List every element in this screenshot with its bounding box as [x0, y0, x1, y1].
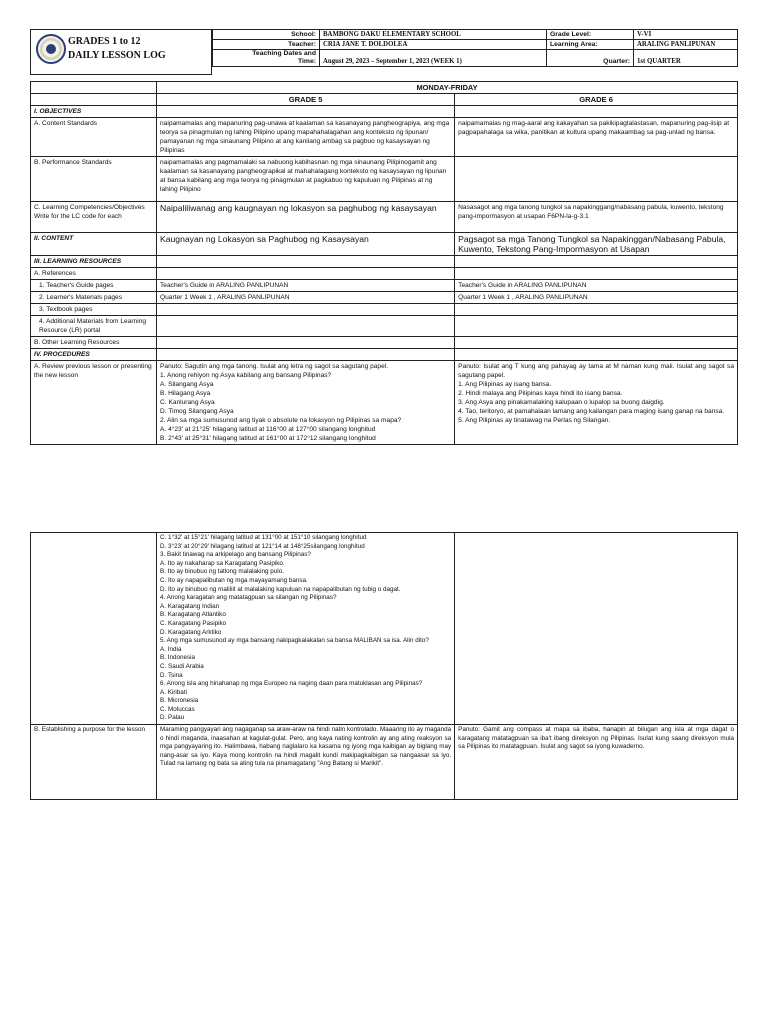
empty-cell: [157, 316, 455, 337]
review-g5-line: D. 3°23' at 20°29' hilagang latitud at 121°14 at 148°25silangang longhitud: [160, 542, 365, 550]
review-g5-line: C. Moluccas: [160, 705, 195, 713]
performance-standards-g5: naipamamalas ang pagmamalaki sa nabuong kabihasnan ng mga sinaunang Pilipinogamit ang kaalaman sa kasanayang pangheograpikal at mahahalagang konteksto ng kasaysayan ng lipunan at bansa kabilang ang mga teorya ng pinagmulan at pagkabuo ng kapuluan ng Pilipinas at ng lahing Pilipino: [157, 157, 455, 202]
empty-cell: [157, 106, 455, 118]
empty-cell: [455, 256, 738, 268]
objectives-heading: I. OBJECTIVES: [31, 106, 157, 118]
review-g5-line: B. Indonesia: [160, 654, 196, 662]
tg-g6: Teacher's Guide in ARALING PANLIPUNAN: [455, 280, 738, 292]
review-g5-line: A. Silangang Asya: [160, 381, 214, 388]
lm-g5: Quarter 1 Week 1 , ARALING PANLIPUNAN: [157, 292, 455, 304]
review-g5-line: B. Hilagang Asya: [160, 390, 211, 397]
additional-materials-label: 4. Additional Materials from Learning Resource (LR) portal: [31, 316, 157, 337]
quarter-value: 1st QUARTER: [634, 50, 738, 67]
review-g5-line: B. 2°43' at 25°31' hilagang latitud at 161°00 at 172°12 silangang longhitud: [160, 435, 376, 442]
content-standards-g5: naipamamalas ang mapanuring pag-unawa at kaalaman sa kasanayang pangheograpiya, ang mga teorya sa pinagmulan ng lahing Pilipino upang mapahahalagahan ang konteksto ng lipunan/ pamayanan ng mga sinaunang Pilipino at ang kanilang ambag sa pagbuo ng kasaysayan ng Pilipinas: [157, 118, 455, 157]
review-g5-line: D. Palau: [160, 714, 185, 722]
teacher-value: CRIA JANE T. DOLDOLEA: [320, 40, 547, 50]
grade-level-label: Grade Level:: [547, 30, 634, 40]
review-g5-line: 3. Bakit tinawag na arkipelago ang bansang Pilipinas?: [160, 551, 311, 559]
textbook-label: 3. Textbook pages: [31, 304, 157, 316]
header-logo-box: [30, 29, 212, 75]
review-g5-line: C. Kanlurang Asya: [160, 399, 215, 406]
school-label: School:: [213, 30, 320, 40]
review-label: A. Review previous lesson or presenting the new lesson: [31, 361, 157, 445]
review-g5-line: D. Timog Silangang Asya: [160, 408, 234, 415]
content-standards-label: A. Content Standards: [31, 118, 157, 157]
empty-cell: [157, 304, 455, 316]
empty-cell: [455, 349, 738, 361]
procedures-heading: IV. PROCEDURES: [31, 349, 157, 361]
teacher-label: Teacher:: [213, 40, 320, 50]
other-resources-label: B. Other Learning Resources: [31, 337, 157, 349]
header-info-table: [212, 29, 738, 67]
review-g6-line: 3. Ang Asya ang pinakamalaking kalupaan o lupalop sa buong daigdig.: [458, 399, 665, 406]
competencies-g5: Naipaliliwanag ang kaugnayan ng lokasyon sa paghubog ng kasaysayan: [157, 202, 455, 233]
review-g5-line: C. Karagatang Pasipiko: [160, 619, 227, 627]
monday-friday-heading: MONDAY-FRIDAY: [157, 82, 738, 94]
review-g5-line: A. Karagatang Indian: [160, 602, 220, 610]
empty-cell: [455, 316, 738, 337]
content-g6: Pagsagot sa mga Tanong Tungkol sa Napakinggan/Nabasang Pabula, Kuwento, Tekstong Pang-Impormasyon at Usapan: [455, 233, 738, 256]
learning-area-value: ARALING PANLIPUNAN: [634, 40, 738, 50]
review-g6-line: Panuto: Isulat ang T kung ang pahayag ay tama at M naman kung mali. Isulat ang sagot sa sagutang papel.: [458, 363, 734, 379]
review-g5-line: 2. Alin sa mga sumusunod ang tiyak o absolute na lokasyon ng Pilipinas sa mapa?: [160, 417, 402, 424]
empty-cell: [157, 337, 455, 349]
review-g5-line: A. India: [160, 645, 182, 653]
review-g5-line: C. Saudi Arabia: [160, 662, 204, 670]
dates-label-line1: Teaching Dates and: [252, 50, 316, 57]
empty-cell: [455, 268, 738, 280]
review-g5-line: B. Ito ay binubuo ng tatlong malalaking pulo.: [160, 568, 284, 576]
review-g5-line: 1. Anong rehiyon ng Asya kabilang ang bansang Pilipinas?: [160, 372, 332, 379]
purpose-g5: Maraming pangyayari ang nagaganap sa araw-araw na hindi natin kontrolado. Maaaring ito ay maganda o hindi maganda, inaasahan at kagulat-gulat. Pero, ang kaya nating kontrolin ay ang ating reaksyon sa mga pangyayaring ito. Halimbawa, habang naglalaro ka kasama ng iyong mga kaibigan ay biglang may nang-asar sa iyo. Kaya mong kontrolin na hindi magalit kundi makipagkaibigan sa nangaasar sa iyo. Tulad na lamang ng bata sa ating tula na pinamagatang "Ang Batang si Marikit".: [157, 725, 455, 800]
tg-g5: Teacher's Guide in ARALING PANLIPUNAN: [157, 280, 455, 292]
review-g6-line: 5. Ang Pilipinas ay tinatawag na Perlas ng Silangan.: [458, 417, 611, 424]
review-g5-continued: [157, 533, 455, 725]
grade-level-value: V-VI: [634, 30, 738, 40]
review-g6-line: 1. Ang Pilipinas ay isang bansa.: [458, 381, 552, 388]
dates-value: August 29, 2023 – September 1, 2023 (WEEK 1): [320, 50, 547, 67]
lesson-log-table: [30, 81, 738, 445]
tg-label: 1. Teacher's Guide pages: [31, 280, 157, 292]
review-g5-line: B. Micronesia: [160, 697, 199, 705]
competencies-g6: Nasasagot ang mga tanong tungkol sa napakinggang/nabasang pabula, kuwento, tekstong pang-impormasyon at usapan F6PN-la-g-3.1: [455, 202, 738, 233]
references-label: A. References: [31, 268, 157, 280]
empty-cell: [31, 82, 157, 94]
review-g6: [455, 361, 738, 445]
empty-cell: [157, 256, 455, 268]
review-g5-line: C. 1°32' at 15°21' hilagang latitud at 131°00 at 151°10 silangang longhitud: [160, 534, 367, 541]
log-title-line2: DAILY LESSON LOG: [68, 50, 166, 61]
review-g5-line: 6. Anong isla ang hinahanap ng mga Europeo na naging daan para matuklasan ang Pilipinas?: [160, 680, 423, 688]
quarter-label: Quarter:: [547, 50, 634, 67]
competencies-label: C. Learning Competencies/Objectives Write for the LC code for each: [31, 202, 157, 233]
log-title: [68, 35, 166, 63]
learning-area-label: Learning Area:: [547, 40, 634, 50]
grade6-heading: GRADE 6: [455, 94, 738, 106]
empty-cell: [455, 106, 738, 118]
content-g5: Kaugnayan ng Lokasyon sa Paghubog ng Kasaysayan: [157, 233, 455, 256]
purpose-label: B. Establishing a purpose for the lesson: [31, 725, 157, 800]
review-g5-line: A. 4°23' at 21°25' hilagang latitud at 116°00 at 127°00 silangang longhitud: [160, 426, 376, 433]
content-standards-g6: naipamamalas ng mag-aaral ang kakayahan sa pakikipagtalastasan, mapanuring pag-iisip at pagpapahalaga sa wika, panitikan at kultura upang makaambag sa pag-unlad ng bansa.: [455, 118, 738, 157]
empty-cell: [157, 268, 455, 280]
performance-standards-label: B. Performance Standards: [31, 157, 157, 202]
log-title-line1: GRADES 1 to 12: [68, 36, 141, 47]
purpose-g6: Panuto: Gamit ang compass at mapa sa ibaba, hanapin at bilugan ang isla at mga dagat o karagatang matatagpuan sa iba't ibang direksyon ng Pilipinas. Isulat kung saang direksyon mula sa Pilipinas ito matatagpuan. Isulat ang sagot sa iyong kuwaderno.: [455, 725, 738, 800]
content-heading: II. CONTENT: [31, 233, 157, 256]
learning-resources-heading: III. LEARNING RESOURCES: [31, 256, 157, 268]
review-g5-line: 5. Ang mga sumusunod ay mga bansang nakipagkalakalan sa bansa MALIBAN sa isa. Alin dito?: [160, 637, 429, 645]
empty-cell: [455, 304, 738, 316]
review-g5-line: A. Kiribati: [160, 688, 187, 696]
lesson-log-table-continued: [30, 532, 738, 800]
empty-cell: [455, 337, 738, 349]
lm-label: 2. Learner's Materials pages: [31, 292, 157, 304]
review-g6-line: 4. Tao, teritoryo, at pamahalaan lamang ang kailangan para maging isang ganap na bansa.: [458, 408, 725, 415]
review-g5-line: 4. Anong karagatan ang matatagpuan sa silangan ng Pilipinas?: [160, 594, 337, 602]
review-g5: [157, 361, 455, 445]
review-g5-line: D. Tsina: [160, 671, 183, 679]
empty-cell: [31, 533, 157, 725]
review-g5-line: Panuto: Sagutin ang mga tanong. Isulat ang letra ng sagot sa sagutang papel.: [160, 363, 389, 370]
deped-seal-icon: [36, 34, 66, 64]
review-g5-line: D. Ito ay binubuo ng maliliit at malalaking kapuluan na napapalibutan ng tubig o dagat.: [160, 585, 401, 593]
review-g5-line: B. Karagatang Atlantiko: [160, 611, 226, 619]
review-g5-line: A. Ito ay nakaharap sa Karagatang Pasipiko.: [160, 559, 285, 567]
empty-cell: [157, 349, 455, 361]
empty-cell: [31, 94, 157, 106]
dates-label-line2: Time:: [297, 58, 316, 65]
lm-g6: Quarter 1 Week 1 , ARALING PANLIPUNAN: [455, 292, 738, 304]
school-value: BAMBONG DAKU ELEMENTARY SCHOOL: [320, 30, 547, 40]
empty-cell: [455, 157, 738, 202]
grade5-heading: GRADE 5: [157, 94, 455, 106]
review-g5-line: D. Karagatang Arktiko: [160, 628, 222, 636]
dates-label: [213, 50, 320, 67]
review-g6-line: 2. Hindi malaya ang Pilipinas kaya hindi ito isang bansa.: [458, 390, 623, 397]
review-g5-line: C. Ito ay napapalibutan ng mga mayayamang bansa.: [160, 576, 308, 584]
empty-cell: [455, 533, 738, 725]
